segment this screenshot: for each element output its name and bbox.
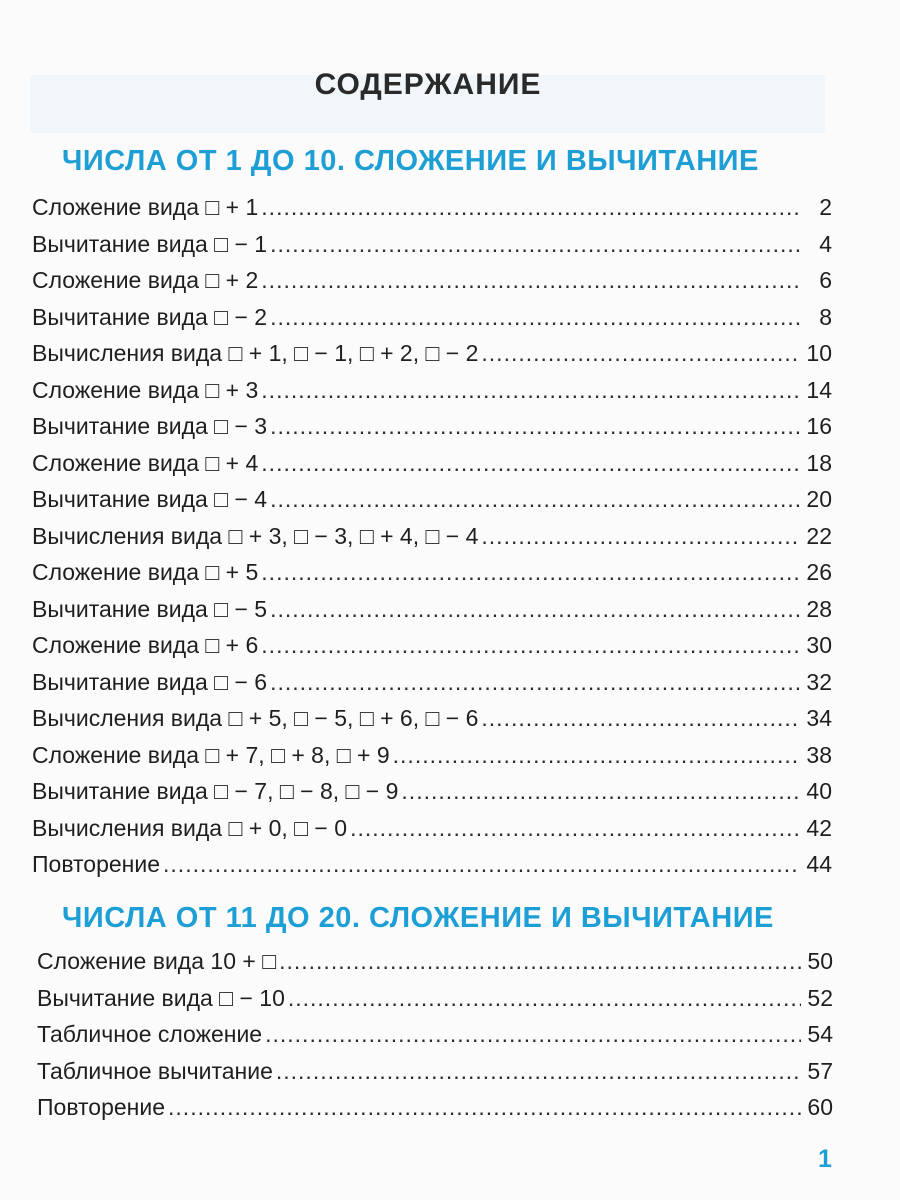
toc-entry[interactable] xyxy=(32,705,832,742)
dot-leader xyxy=(393,742,800,769)
toc-entry[interactable] xyxy=(32,450,832,487)
toc-entry-label: Табличное вычитание xyxy=(37,1057,273,1084)
toc-entry-page: 14 xyxy=(806,376,832,403)
dot-leader xyxy=(270,304,800,331)
toc-entry[interactable] xyxy=(32,851,832,888)
toc-entry-label: Вычитание вида □ − 5 xyxy=(32,595,268,622)
dot-leader xyxy=(261,267,800,294)
toc-entry-label: Сложение вида □ + 4 xyxy=(32,449,259,476)
document-title: СОДЕРЖАНИЕ xyxy=(314,68,542,101)
toc-entry-page: 26 xyxy=(806,559,832,585)
toc-entry[interactable] xyxy=(37,1021,833,1058)
toc-entry[interactable] xyxy=(32,377,832,414)
toc-entry-label: Сложение вида □ + 3 xyxy=(32,376,259,403)
toc-entry[interactable] xyxy=(37,985,833,1022)
toc-entry[interactable] xyxy=(32,559,832,596)
toc-entry-label: Вычисления вида □ + 3, □ − 3, □ + 4, □ − 4 xyxy=(32,522,479,549)
toc-entry-label: Вычитание вида □ − 6 xyxy=(32,668,268,695)
dot-leader xyxy=(261,450,800,477)
toc-entry-page: 54 xyxy=(807,1021,833,1047)
toc-entry[interactable] xyxy=(32,632,832,669)
toc-entry[interactable] xyxy=(32,340,832,377)
dot-leader xyxy=(350,815,800,842)
toc-entry-label: Сложение вида □ + 6 xyxy=(32,632,259,658)
toc-entry[interactable] xyxy=(37,948,833,985)
dot-leader xyxy=(401,778,800,805)
toc-entry-label: Сложение вида □ + 2 xyxy=(32,267,259,293)
toc-entry-label: Вычитание вида □ − 3 xyxy=(32,413,268,439)
toc-entry[interactable] xyxy=(32,523,832,560)
toc-entry-page: 57 xyxy=(807,1057,833,1084)
dot-leader xyxy=(261,632,800,659)
dot-leader xyxy=(481,705,800,732)
dot-leader xyxy=(279,948,801,975)
toc-entry-page: 6 xyxy=(819,267,832,293)
dot-leader xyxy=(270,486,800,513)
section-heading-1-10: ЧИСЛА ОТ 1 ДО 10. СЛОЖЕНИЕ И ВЫЧИТАНИЕ xyxy=(62,145,759,177)
dot-leader xyxy=(270,231,800,258)
dot-leader xyxy=(276,1058,801,1085)
toc-entry-label: Вычитание вида □ − 7, □ − 8, □ − 9 xyxy=(32,778,399,804)
toc-entry-page: 28 xyxy=(806,595,832,622)
dot-leader xyxy=(270,596,800,623)
section-heading-11-20: ЧИСЛА ОТ 11 ДО 20. СЛОЖЕНИЕ И ВЫЧИТАНИЕ xyxy=(62,902,774,934)
toc-entry-page: 8 xyxy=(819,303,832,330)
toc-entry-page: 40 xyxy=(806,778,832,804)
toc-entry[interactable] xyxy=(32,669,832,706)
toc-entry[interactable] xyxy=(37,1058,833,1095)
dot-leader xyxy=(261,559,800,586)
toc-entry[interactable] xyxy=(32,413,832,450)
toc-entry-page: 32 xyxy=(806,668,832,695)
dot-leader xyxy=(481,340,800,367)
dot-leader xyxy=(163,851,800,878)
toc-entry-page: 30 xyxy=(806,632,832,658)
toc-entry[interactable] xyxy=(32,486,832,523)
toc-entry-label: Вычитание вида □ − 1 xyxy=(32,230,268,257)
dot-leader xyxy=(288,985,801,1012)
toc-entry-label: Вычитание вида □ − 4 xyxy=(32,486,268,512)
toc-entry[interactable] xyxy=(32,304,832,341)
dot-leader xyxy=(168,1094,801,1121)
toc-entry-label: Сложение вида □ + 7, □ + 8, □ + 9 xyxy=(32,741,390,768)
toc-entry[interactable] xyxy=(32,815,832,852)
toc-entry-page: 22 xyxy=(806,522,832,549)
toc-entry[interactable] xyxy=(32,231,832,268)
toc-entry-page: 4 xyxy=(819,230,832,257)
toc-entry-label: Вычисления вида □ + 5, □ − 5, □ + 6, □ − 6 xyxy=(32,705,479,731)
toc-entry[interactable] xyxy=(32,778,832,815)
toc-entry-page: 10 xyxy=(806,340,832,366)
toc-list-section-2 xyxy=(37,948,833,1131)
toc-entry-label: Табличное сложение xyxy=(37,1021,263,1047)
dot-leader xyxy=(261,377,800,404)
dot-leader xyxy=(270,413,800,440)
toc-entry[interactable] xyxy=(32,596,832,633)
page-number: 1 xyxy=(818,1145,832,1173)
toc-entry-label: Вычисления вида □ + 0, □ − 0 xyxy=(32,814,348,841)
toc-list-section-1 xyxy=(32,194,832,888)
toc-entry-label: Вычитание вида □ − 10 xyxy=(37,984,285,1011)
toc-entry-label: Вычисления вида □ + 1, □ − 1, □ + 2, □ − 2 xyxy=(32,340,479,366)
toc-entry-label: Сложение вида □ + 1 xyxy=(32,194,259,220)
toc-entry-page: 50 xyxy=(807,948,833,974)
toc-entry-page: 52 xyxy=(807,984,833,1011)
toc-entry[interactable] xyxy=(37,1094,833,1131)
toc-entry[interactable] xyxy=(32,742,832,779)
toc-entry[interactable] xyxy=(32,267,832,304)
toc-entry-label: Повторение xyxy=(32,851,161,877)
toc-entry[interactable] xyxy=(32,194,832,231)
toc-entry-label: Сложение вида □ + 5 xyxy=(32,559,259,585)
dot-leader xyxy=(261,194,800,221)
toc-entry-page: 16 xyxy=(806,413,832,439)
toc-entry-page: 42 xyxy=(806,814,832,841)
toc-entry-label: Сложение вида 10 + □ xyxy=(37,948,277,974)
dot-leader xyxy=(265,1021,801,1048)
toc-entry-label: Повторение xyxy=(37,1094,166,1120)
toc-entry-page: 18 xyxy=(806,449,832,476)
toc-entry-page: 38 xyxy=(806,741,832,768)
toc-entry-page: 60 xyxy=(807,1094,833,1120)
toc-entry-page: 44 xyxy=(806,851,832,877)
dot-leader xyxy=(481,523,800,550)
toc-entry-page: 20 xyxy=(806,486,832,512)
toc-entry-label: Вычитание вида □ − 2 xyxy=(32,303,268,330)
dot-leader xyxy=(270,669,800,696)
toc-entry-page: 2 xyxy=(819,194,832,220)
toc-entry-page: 34 xyxy=(806,705,832,731)
